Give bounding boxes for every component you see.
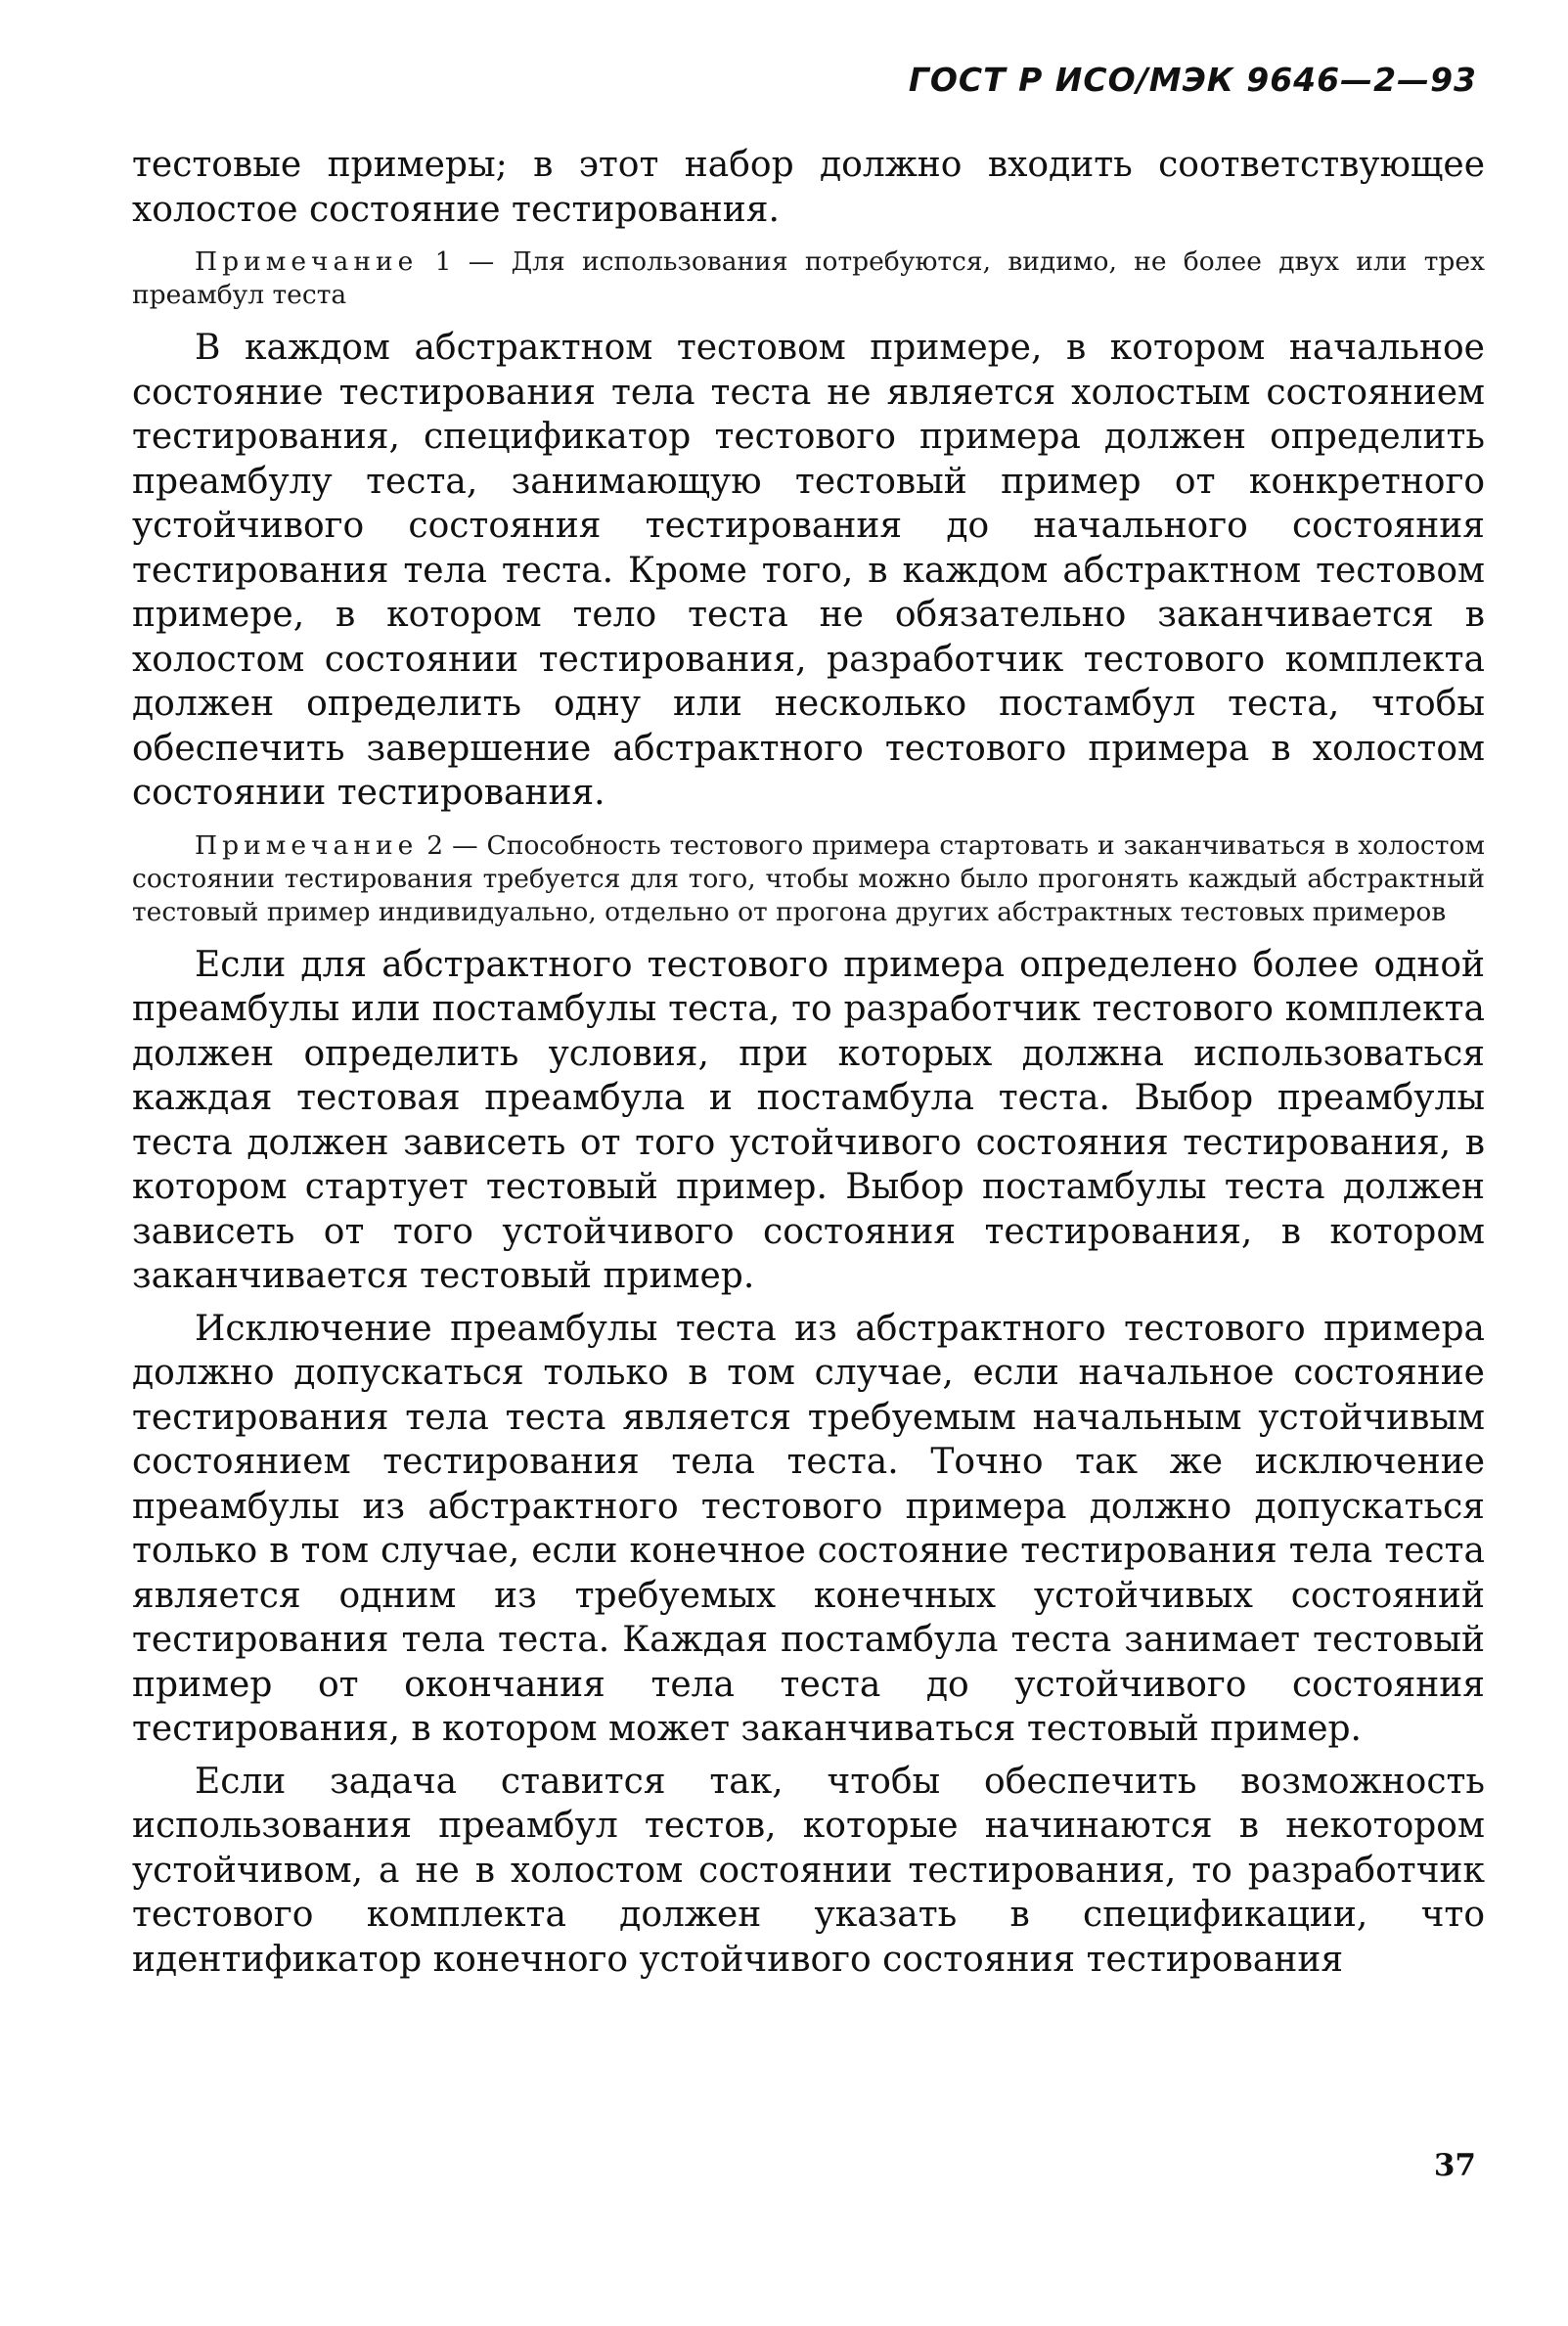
page-body bbox=[132, 143, 1485, 1982]
running-header: ГОСТ Р ИСО/МЭК 9646—2—93 bbox=[908, 61, 1477, 99]
note-2 bbox=[132, 829, 1485, 929]
paragraph-preamble-exclusion: Исключение преамбулы теста из абстрактного тестового примера должно допускаться только в том случае, если начальное состояние тестирования тела теста является требуемым начальным устойчивым состоянием тестирования тела теста. Точно так же исключение преамбулы из абстрактного тестового примера должно допускаться только в том случае, если конечное состояние тестирования тела теста является одним из требуемых конечных устойчивых состояний тестирования тела теста. Каждая постамбула теста занимает тестовый пример от окончания тела теста до устойчивого состояния тестирования, в котором может заканчиваться тестовый пример. bbox=[132, 1308, 1485, 1749]
paragraph-multiple-preambles: Если для абстрактного тестового примера определено более одной преамбулы или постамбулы теста, то разработчик тестового комплекта должен определить условия, при которых должна использоваться каждая тестовая преамбула и постамбула теста. Выбор преамбулы теста должен зависеть от того устойчивого состояния тестирования, в котором стартует тестовый пример. Выбор постамбулы теста должен зависеть от того устойчивого состояния тестирования, в котором заканчивается тестовый пример. bbox=[132, 944, 1485, 1296]
paragraph-preamble-definition: В каждом абстрактном тестовом примере, в котором начальное состояние тестирования тела теста не является холостым состоянием тестирования, спецификатор тестового примера должен определить преамбулу теста, занимающую тестовый пример от конкретного устойчивого состояния тестирования до начального состояния тестирования тела теста. Кроме того, в каждом абстрактном тестовом примере, в котором тело теста не обязательно заканчивается в холостом состоянии тестирования, разработчик тестового комплекта должен определить одну или несколько постамбул теста, чтобы обеспечить завершение абстрактного тестового примера в холостом состоянии тестирования. bbox=[132, 328, 1485, 813]
note-2-text: 2 — Способность тестового примера стартовать и заканчиваться в холостом состоянии тестирования требуется для того, чтобы можно было прогонять каждый абстрактный тестовый пример индивидуально, отдельно от прогона других абстрактных тестовых примеров bbox=[132, 829, 1485, 927]
paragraph-continuation: тестовые примеры; в этот набор должно входить соответствующее холостое состояние тестирования. bbox=[132, 145, 1485, 230]
note-2-label: Примечание bbox=[195, 829, 419, 861]
page-number: 37 bbox=[1433, 2148, 1476, 2183]
paragraph-non-idle-preambles: Если задача ставится так, чтобы обеспечить возможность использования преамбул тестов, которые начинаются в некотором устойчивом, а не в холостом состоянии тестирования, то разработчик тестового комплекта должен указать в спецификации, что идентификатор конечного устойчивого состояния тестирования bbox=[132, 1761, 1485, 1980]
note-1-text: 1 — Для использования потребуются, видимо, не более двух или трех преамбул теста bbox=[132, 246, 1485, 310]
note-1 bbox=[132, 246, 1485, 312]
note-1-label: Примечание bbox=[195, 246, 419, 277]
